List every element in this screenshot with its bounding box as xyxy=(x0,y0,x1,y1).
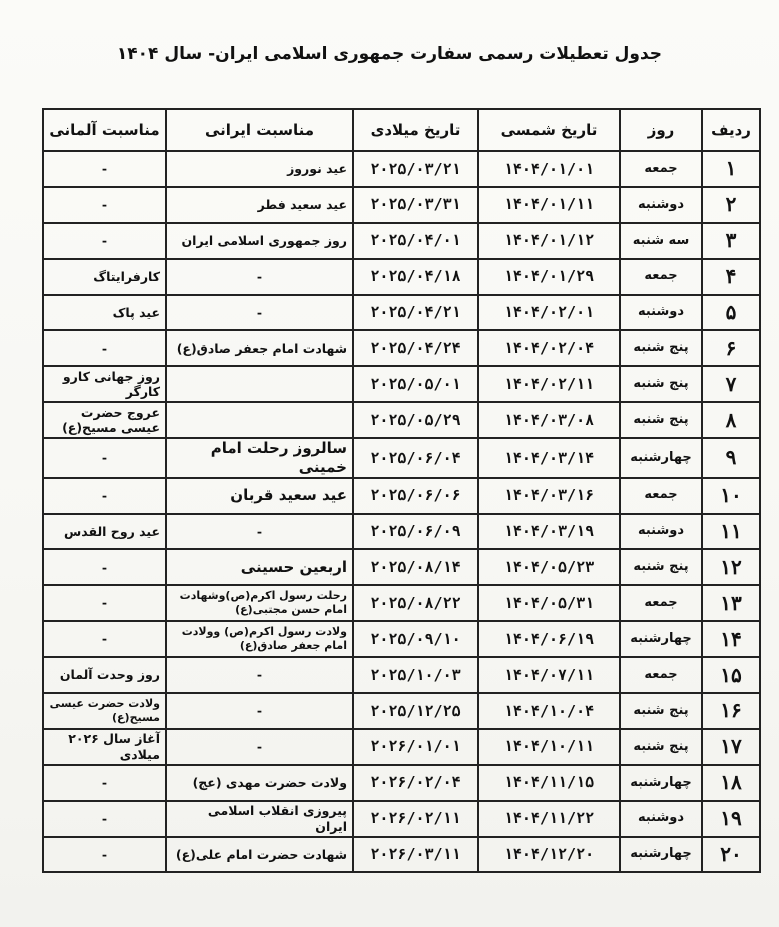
index-cell: ۵ xyxy=(702,295,760,331)
german-occasion-cell: - xyxy=(43,438,166,478)
gregorian-date-cell: ۲۰۲۵/۰۳/۳۱ xyxy=(353,187,478,223)
gregorian-date-cell: ۲۰۲۵/۰۸/۱۴ xyxy=(353,549,478,585)
iranian-occasion-cell: سالروز رحلت امام خمینی xyxy=(166,438,353,478)
table-row xyxy=(43,187,760,223)
shamsi-date-cell: ۱۴۰۴/۱۱/۱۵ xyxy=(478,765,620,801)
gregorian-date-cell: ۲۰۲۵/۱۲/۲۵ xyxy=(353,693,478,729)
german-occasion-cell: عید روح القدس xyxy=(43,514,166,550)
iranian-occasion-cell xyxy=(166,402,353,438)
table-row xyxy=(43,223,760,259)
german-occasion-cell: - xyxy=(43,585,166,621)
shamsi-date-cell: ۱۴۰۴/۰۱/۲۹ xyxy=(478,259,620,295)
index-cell: ۲ xyxy=(702,187,760,223)
german-occasion-cell: - xyxy=(43,837,166,873)
day-cell: پنج شنبه xyxy=(620,330,702,366)
day-cell: پنج شنبه xyxy=(620,729,702,765)
gregorian-date-cell: ۲۰۲۵/۰۶/۰۶ xyxy=(353,478,478,514)
document-title: جدول تعطیلات رسمی سفارت جمهوری اسلامی ایران- سال ۱۴۰۴ xyxy=(116,44,663,64)
table-row xyxy=(43,549,760,585)
day-cell: جمعه xyxy=(620,151,702,187)
shamsi-date-cell: ۱۴۰۴/۰۲/۱۱ xyxy=(478,366,620,402)
gregorian-date-cell: ۲۰۲۵/۰۴/۱۸ xyxy=(353,259,478,295)
index-cell: ۱۱ xyxy=(702,514,760,550)
table-row xyxy=(43,585,760,621)
german-occasion-cell: - xyxy=(43,187,166,223)
german-occasion-cell: - xyxy=(43,330,166,366)
iranian-occasion-cell: عید نوروز xyxy=(166,151,353,187)
german-occasion-cell: روز جهانی کارو کارگر xyxy=(43,366,166,402)
german-occasion-cell: - xyxy=(43,801,166,837)
shamsi-date-cell: ۱۴۰۴/۰۲/۰۴ xyxy=(478,330,620,366)
german-occasion-cell: - xyxy=(43,478,166,514)
table-row xyxy=(43,765,760,801)
shamsi-date-cell: ۱۴۰۴/۰۱/۱۱ xyxy=(478,187,620,223)
german-occasion-cell: کارفرایتاگ xyxy=(43,259,166,295)
header-day: روز xyxy=(620,109,702,151)
table-row xyxy=(43,330,760,366)
gregorian-date-cell: ۲۰۲۵/۰۵/۲۹ xyxy=(353,402,478,438)
day-cell: پنج شنبه xyxy=(620,366,702,402)
shamsi-date-cell: ۱۴۰۴/۰۳/۰۸ xyxy=(478,402,620,438)
day-cell: جمعه xyxy=(620,259,702,295)
day-cell: دوشنبه xyxy=(620,801,702,837)
day-cell: جمعه xyxy=(620,657,702,693)
shamsi-date-cell: ۱۴۰۴/۰۱/۱۲ xyxy=(478,223,620,259)
iranian-occasion-cell: - xyxy=(166,693,353,729)
day-cell: دوشنبه xyxy=(620,187,702,223)
table-row xyxy=(43,801,760,837)
day-cell: پنج شنبه xyxy=(620,549,702,585)
gregorian-date-cell: ۲۰۲۵/۰۹/۱۰ xyxy=(353,621,478,657)
table-row xyxy=(43,621,760,657)
table-row xyxy=(43,514,760,550)
table-header-row xyxy=(43,109,760,151)
german-occasion-cell: عید پاک xyxy=(43,295,166,331)
table-row xyxy=(43,693,760,729)
day-cell: پنج شنبه xyxy=(620,402,702,438)
index-cell: ۱۰ xyxy=(702,478,760,514)
german-occasion-cell: آغاز سال ۲۰۲۶ میلادی xyxy=(43,729,166,765)
gregorian-date-cell: ۲۰۲۵/۰۵/۰۱ xyxy=(353,366,478,402)
day-cell: چهارشنبه xyxy=(620,765,702,801)
shamsi-date-cell: ۱۴۰۴/۰۵/۲۳ xyxy=(478,549,620,585)
shamsi-date-cell: ۱۴۰۴/۰۷/۱۱ xyxy=(478,657,620,693)
table-row xyxy=(43,438,760,478)
german-occasion-cell: - xyxy=(43,765,166,801)
holidays-table xyxy=(42,108,761,873)
index-cell: ۱۹ xyxy=(702,801,760,837)
index-cell: ۸ xyxy=(702,402,760,438)
index-cell: ۱۸ xyxy=(702,765,760,801)
day-cell: دوشنبه xyxy=(620,295,702,331)
table-row xyxy=(43,657,760,693)
table-row xyxy=(43,402,760,438)
german-occasion-cell: روز وحدت آلمان xyxy=(43,657,166,693)
header-iranian-occasion: مناسبت ایرانی xyxy=(166,109,353,151)
table-body xyxy=(43,151,760,872)
shamsi-date-cell: ۱۴۰۴/۰۶/۱۹ xyxy=(478,621,620,657)
iranian-occasion-cell xyxy=(166,366,353,402)
shamsi-date-cell: ۱۴۰۴/۱۰/۰۴ xyxy=(478,693,620,729)
iranian-occasion-cell: عید سعید فطر xyxy=(166,187,353,223)
header-shamsi-date: تاریخ شمسی xyxy=(478,109,620,151)
index-cell: ۱۷ xyxy=(702,729,760,765)
index-cell: ۲۰ xyxy=(702,837,760,873)
iranian-occasion-cell: ولادت حضرت مهدی (عج) xyxy=(166,765,353,801)
index-cell: ۹ xyxy=(702,438,760,478)
table-row xyxy=(43,729,760,765)
gregorian-date-cell: ۲۰۲۶/۰۲/۱۱ xyxy=(353,801,478,837)
iranian-occasion-cell: رحلت رسول اکرم(ص)وشهادت امام حسن مجتبی(ع) xyxy=(166,585,353,621)
index-cell: ۱۵ xyxy=(702,657,760,693)
iranian-occasion-cell: - xyxy=(166,295,353,331)
index-cell: ۳ xyxy=(702,223,760,259)
gregorian-date-cell: ۲۰۲۵/۰۴/۰۱ xyxy=(353,223,478,259)
table-row xyxy=(43,837,760,873)
german-occasion-cell: ولادت حضرت عیسی مسیح(ع) xyxy=(43,693,166,729)
gregorian-date-cell: ۲۰۲۵/۰۴/۲۱ xyxy=(353,295,478,331)
day-cell: چهارشنبه xyxy=(620,837,702,873)
shamsi-date-cell: ۱۴۰۴/۰۳/۱۴ xyxy=(478,438,620,478)
shamsi-date-cell: ۱۴۰۴/۰۵/۳۱ xyxy=(478,585,620,621)
index-cell: ۱ xyxy=(702,151,760,187)
shamsi-date-cell: ۱۴۰۴/۰۲/۰۱ xyxy=(478,295,620,331)
table-row xyxy=(43,151,760,187)
gregorian-date-cell: ۲۰۲۵/۱۰/۰۳ xyxy=(353,657,478,693)
header-german-occasion: مناسبت آلمانی xyxy=(43,109,166,151)
table-row xyxy=(43,259,760,295)
gregorian-date-cell: ۲۰۲۶/۰۱/۰۱ xyxy=(353,729,478,765)
shamsi-date-cell: ۱۴۰۴/۱۱/۲۲ xyxy=(478,801,620,837)
german-occasion-cell: - xyxy=(43,151,166,187)
day-cell: سه شنبه xyxy=(620,223,702,259)
iranian-occasion-cell: - xyxy=(166,657,353,693)
day-cell: پنج شنبه xyxy=(620,693,702,729)
gregorian-date-cell: ۲۰۲۶/۰۲/۰۴ xyxy=(353,765,478,801)
index-cell: ۴ xyxy=(702,259,760,295)
header-gregorian-date: تاریخ میلادی xyxy=(353,109,478,151)
index-cell: ۷ xyxy=(702,366,760,402)
iranian-occasion-cell: - xyxy=(166,729,353,765)
iranian-occasion-cell: شهادت حضرت امام علی(ع) xyxy=(166,837,353,873)
german-occasion-cell: - xyxy=(43,223,166,259)
iranian-occasion-cell: عید سعید قربان xyxy=(166,478,353,514)
table-row xyxy=(43,478,760,514)
index-cell: ۶ xyxy=(702,330,760,366)
iranian-occasion-cell: اربعین حسینی xyxy=(166,549,353,585)
index-cell: ۱۲ xyxy=(702,549,760,585)
day-cell: جمعه xyxy=(620,478,702,514)
gregorian-date-cell: ۲۰۲۵/۰۳/۲۱ xyxy=(353,151,478,187)
german-occasion-cell: - xyxy=(43,621,166,657)
shamsi-date-cell: ۱۴۰۴/۱۰/۱۱ xyxy=(478,729,620,765)
iranian-occasion-cell: شهادت امام جعفر صادق(ع) xyxy=(166,330,353,366)
iranian-occasion-cell: پیروزی انقلاب اسلامی ایران xyxy=(166,801,353,837)
gregorian-date-cell: ۲۰۲۵/۰۶/۰۹ xyxy=(353,514,478,550)
shamsi-date-cell: ۱۴۰۴/۰۳/۱۹ xyxy=(478,514,620,550)
iranian-occasion-cell: - xyxy=(166,259,353,295)
day-cell: چهارشنبه xyxy=(620,438,702,478)
index-cell: ۱۶ xyxy=(702,693,760,729)
day-cell: چهارشنبه xyxy=(620,621,702,657)
index-cell: ۱۳ xyxy=(702,585,760,621)
gregorian-date-cell: ۲۰۲۶/۰۳/۱۱ xyxy=(353,837,478,873)
table-row xyxy=(43,295,760,331)
german-occasion-cell: عروج حضرت عیسی مسیح(ع) xyxy=(43,402,166,438)
day-cell: دوشنبه xyxy=(620,514,702,550)
shamsi-date-cell: ۱۴۰۴/۱۲/۲۰ xyxy=(478,837,620,873)
header-index: ردیف xyxy=(702,109,760,151)
gregorian-date-cell: ۲۰۲۵/۰۸/۲۲ xyxy=(353,585,478,621)
shamsi-date-cell: ۱۴۰۴/۰۳/۱۶ xyxy=(478,478,620,514)
holidays-table-wrapper xyxy=(42,108,759,873)
day-cell: جمعه xyxy=(620,585,702,621)
table-row xyxy=(43,366,760,402)
shamsi-date-cell: ۱۴۰۴/۰۱/۰۱ xyxy=(478,151,620,187)
iranian-occasion-cell: ولادت رسول اکرم(ص) وولادت امام جعفر صادق(ع) xyxy=(166,621,353,657)
gregorian-date-cell: ۲۰۲۵/۰۶/۰۴ xyxy=(353,438,478,478)
gregorian-date-cell: ۲۰۲۵/۰۴/۲۴ xyxy=(353,330,478,366)
iranian-occasion-cell: روز جمهوری اسلامی ایران xyxy=(166,223,353,259)
iranian-occasion-cell: - xyxy=(166,514,353,550)
german-occasion-cell: - xyxy=(43,549,166,585)
index-cell: ۱۴ xyxy=(702,621,760,657)
